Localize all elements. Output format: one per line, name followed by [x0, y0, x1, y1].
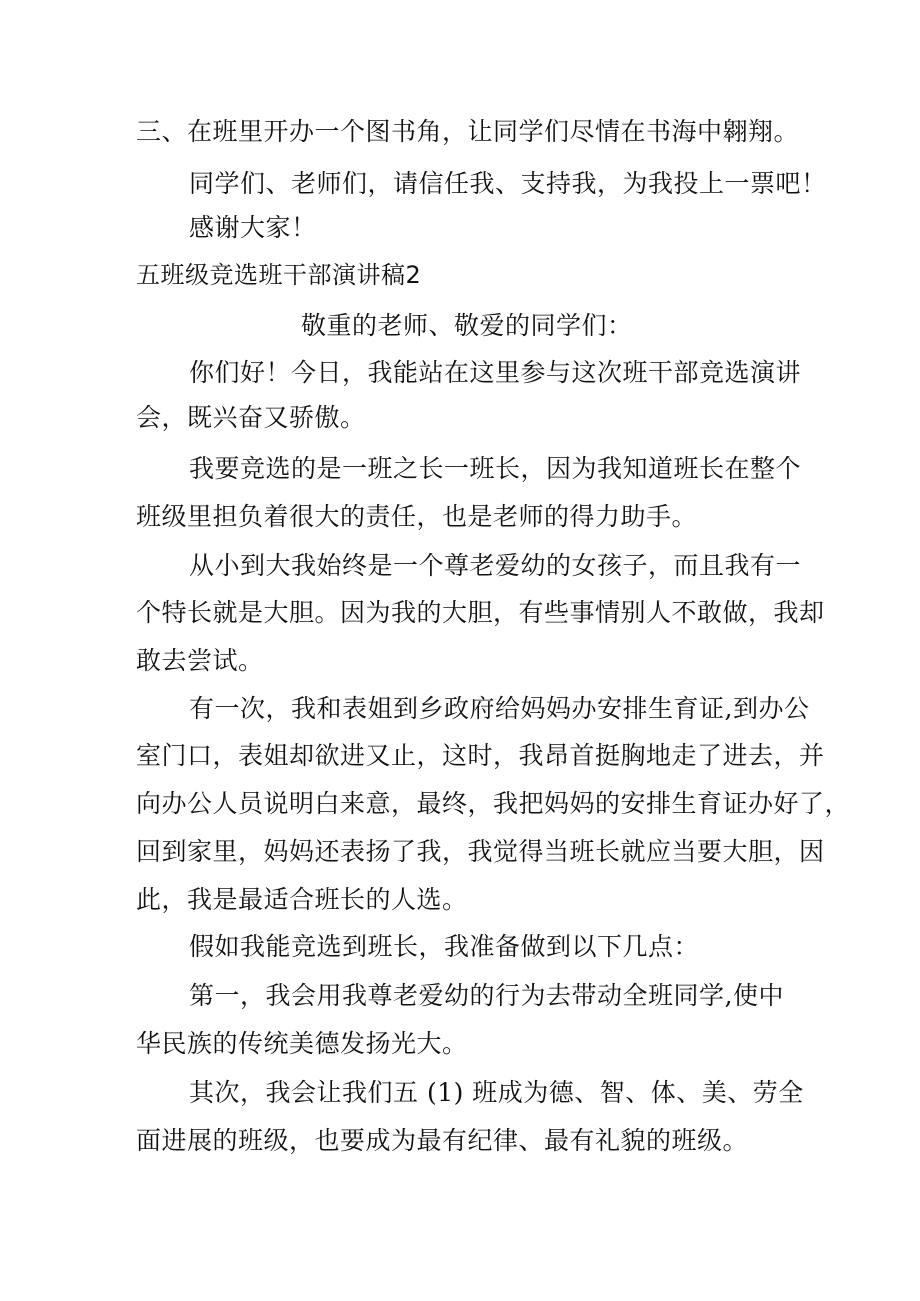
paragraph-line: 面进展的班级，也要成为最有纪律、最有礼貌的班级。 [136, 1126, 749, 1155]
paragraph-line: 从小到大我始终是一个尊老爱幼的女孩子，而且我有一 [189, 551, 802, 580]
paragraph-line: 同学们、老师们，请信任我、支持我，为我投上一票吧！ [189, 169, 827, 198]
paragraph-line: 你们好！今日，我能站在这里参与这次班干部竞选演讲 [189, 358, 802, 387]
paragraph-line: 感谢大家！ [189, 213, 317, 242]
paragraph-line: 此，我是最适合班长的人选。 [136, 885, 468, 914]
paragraph-line: 个特长就是大胆。因为我的大胆，有些事情别人不敢做，我却 [136, 598, 825, 627]
paragraph-line: 敢去尝试。 [136, 646, 264, 675]
section-title: 五班级竞选班干部演讲稿2 [136, 261, 422, 289]
paragraph-line: 向办公人员说明白来意，最终，我把妈妈的安排生育证办好了， [136, 789, 851, 818]
paragraph-line: 我要竞选的是一班之长一班长，因为我知道班长在整个 [189, 454, 802, 483]
paragraph-line: 其次，我会让我们五 (1) 班成为德、智、体、美、劳全 [189, 1078, 804, 1107]
paragraph-line: 有一次，我和表姐到乡政府给妈妈办安排生育证,到办公 [189, 694, 810, 723]
paragraph-line: 班级里担负着很大的责任，也是老师的得力助手。 [136, 502, 698, 531]
paragraph-line: 回到家里，妈妈还表扬了我，我觉得当班长就应当要大胆，因 [136, 837, 825, 866]
salutation: 敬重的老师、敬爱的同学们： [301, 311, 633, 340]
paragraph-line: 华民族的传统美德发扬光大。 [136, 1029, 468, 1058]
paragraph-line: 第一，我会用我尊老爱幼的行为去带动全班同学,使中 [189, 981, 784, 1010]
paragraph-line: 三、在班里开办一个图书角，让同学们尽情在书海中翱翔。 [136, 117, 800, 146]
paragraph-line: 会，既兴奋又骄傲。 [136, 403, 366, 432]
paragraph-line: 室门口，表姐却欲进又止，这时，我昂首挺胸地走了进去，并 [136, 741, 825, 770]
paragraph-line: 假如我能竞选到班长，我准备做到以下几点： [189, 932, 700, 961]
